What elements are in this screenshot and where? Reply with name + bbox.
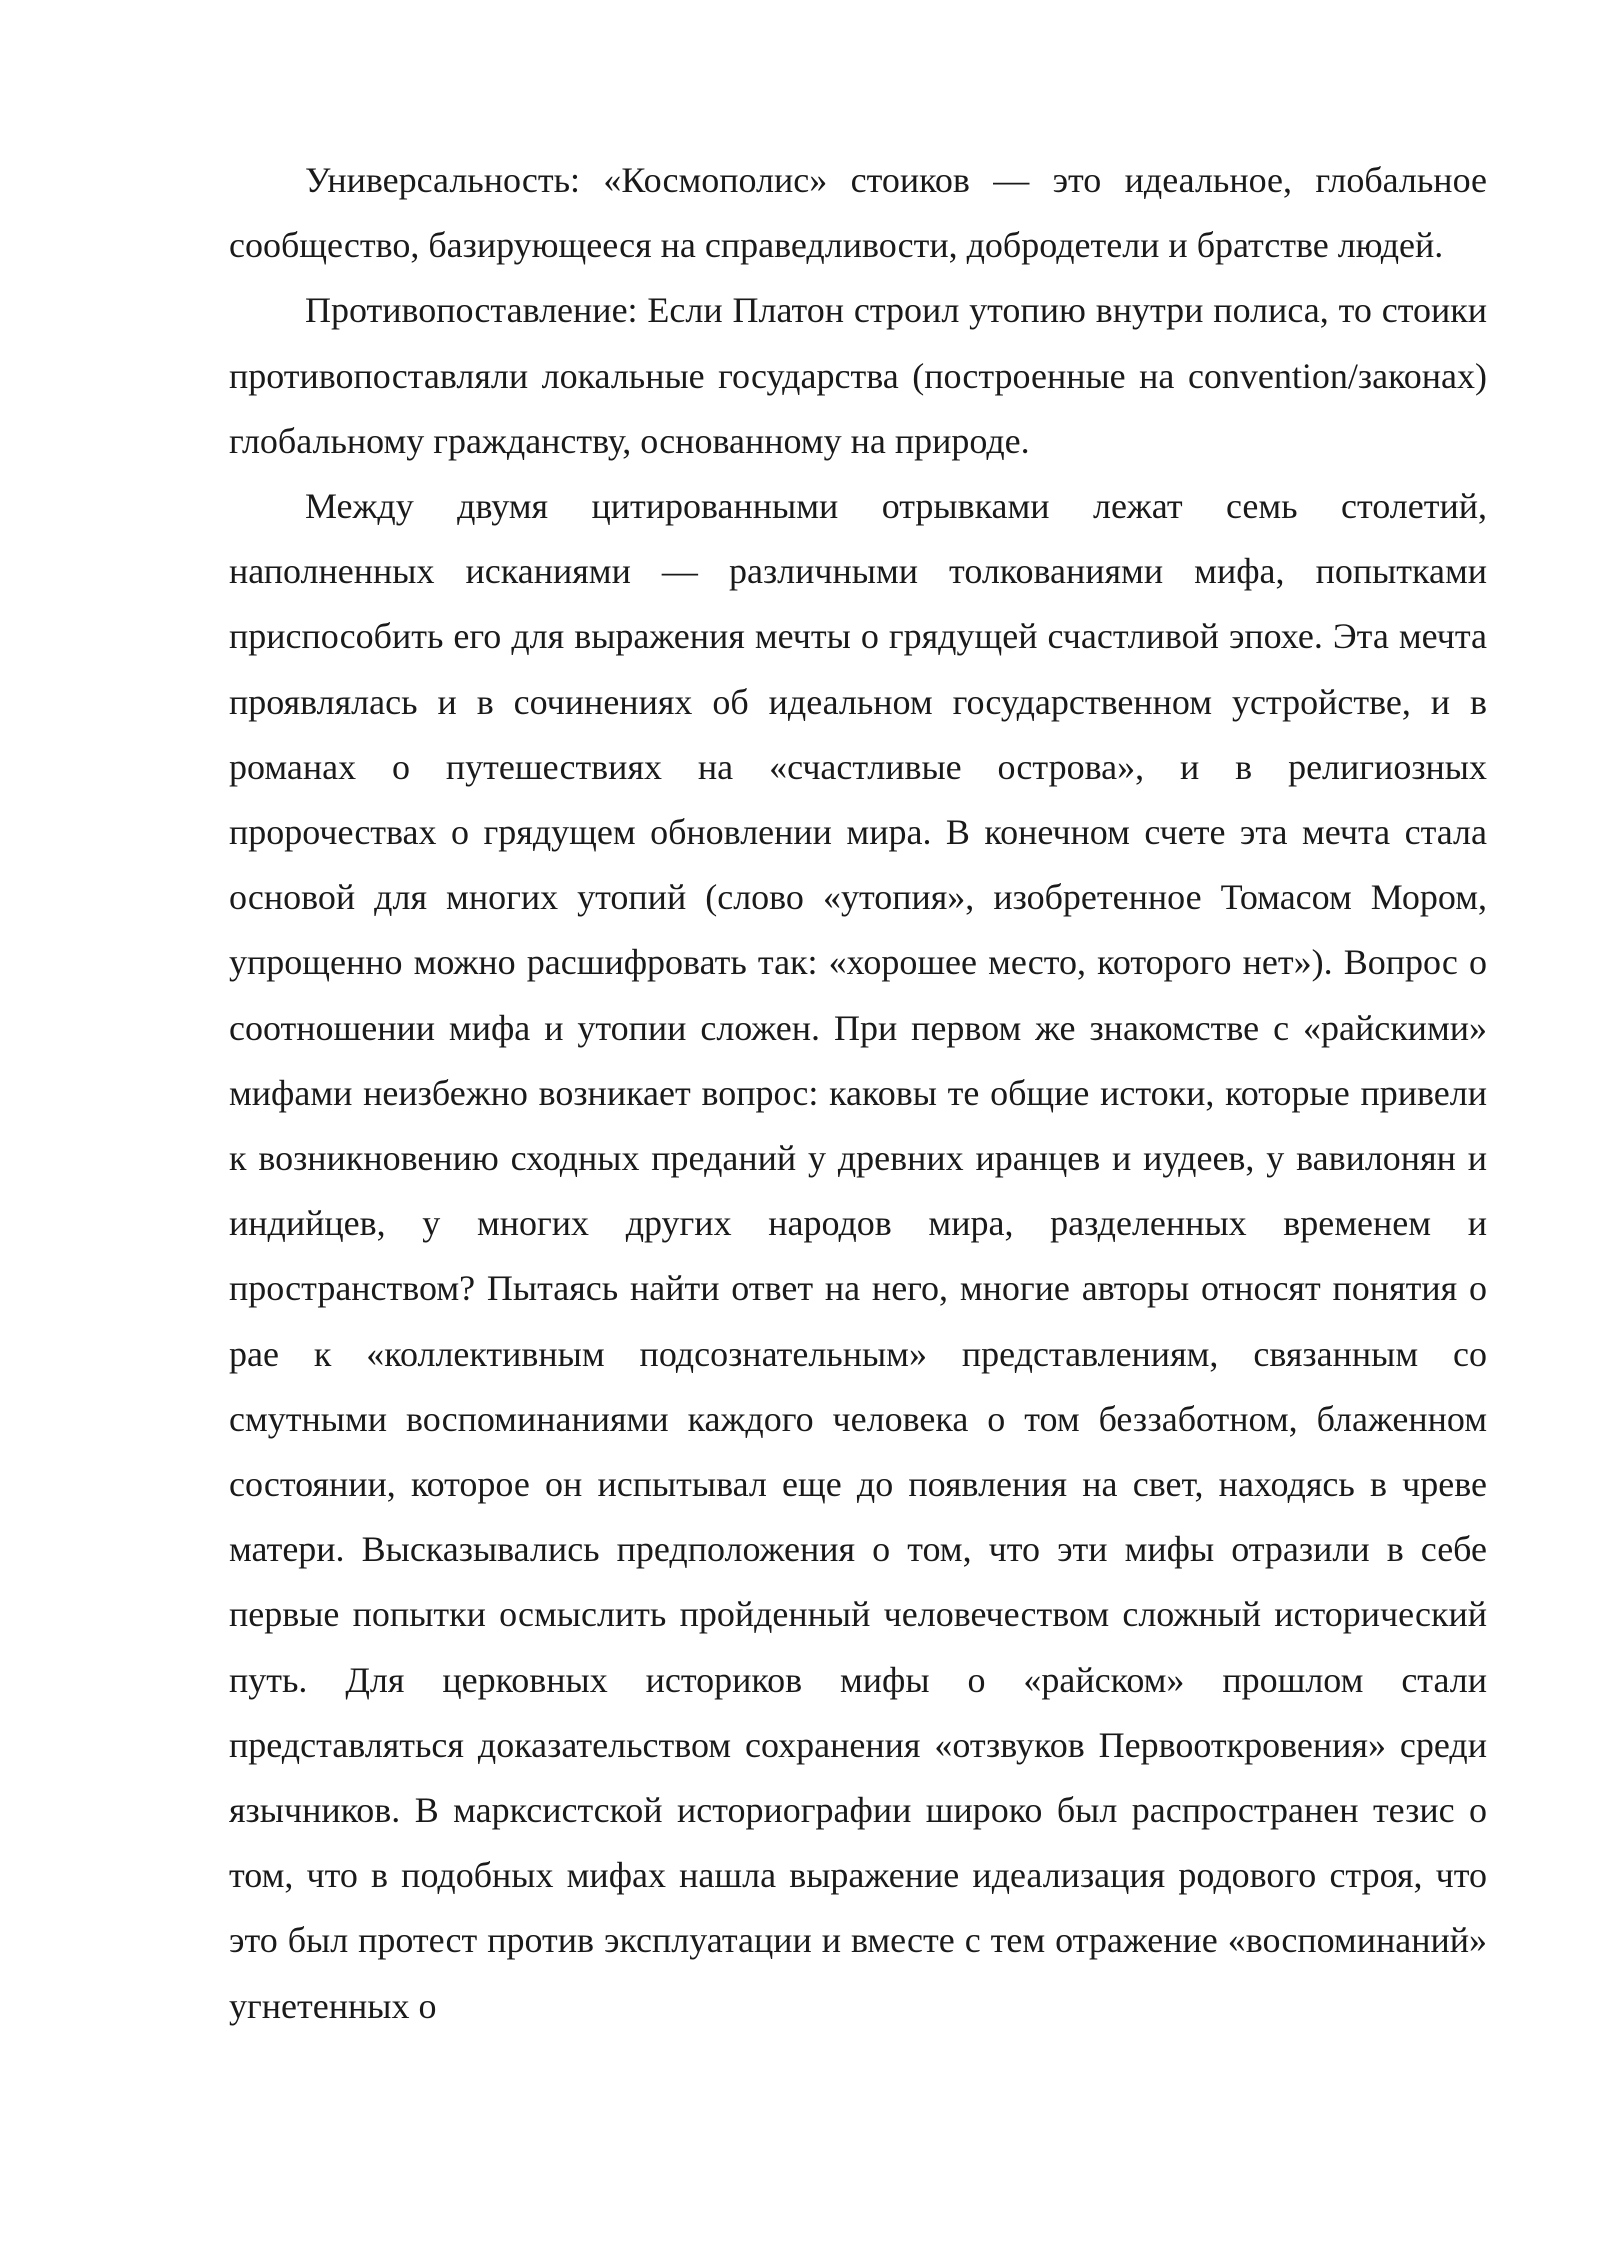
document-body [229, 148, 1487, 2039]
paragraph-opposition: Противопоставление: Если Платон строил утопию внутри полиса, то стоики противопоставляли локальные государства (построенные на convention/законах) глобальному гражданству, основанному на природе. [229, 290, 1487, 461]
paragraph-myth-utopia: Между двумя цитированными отрывками лежат семь столетий, наполненных исканиями — различными толкованиями мифа, попытками приспособить его для выражения мечты о грядущей счастливой эпохе. Эта мечта проявлялась и в сочинениях об идеальном государственном устройстве, и в романах о путешествиях на «счастливые острова», и в религиозных пророчествах о грядущем обновлении мира. В конечном счете эта мечта стала основой для многих утопий (слово «утопия», изобретенное Томасом Мором, упрощенно можно расшифровать так: «хорошее место, которого нет»). Вопрос о соотношении мифа и утопии сложен. При первом же знакомстве с «райскими» мифами неизбежно возникает вопрос: каковы те общие истоки, которые привели к возникновению сходных преданий у древних иранцев и иудеев, у вавилонян и индийцев, у многих других народов мира, разделенных временем и пространством? Пытаясь найти ответ на него, многие авторы относят понятия о рае к «коллективным подсознательным» представлениям, связанным со смутными воспоминаниями каждого человека о том беззаботном, блаженном состоянии, которое он испытывал еще до появления на свет, находясь в чреве матери. Высказывались предположения о том, что эти мифы отразили в себе первые попытки осмыслить пройденный человечеством сложный исторический путь. Для церковных историков мифы о «райском» прошлом стали представляться доказательством сохранения «отзвуков Первооткровения» среди язычников. В марксистской историографии широко был распространен тезис о том, что в подобных мифах нашла выражение идеализация родового строя, что это был протест против эксплуатации и вместе с тем отражение «воспоминаний» угнетенных о [229, 486, 1487, 2026]
paragraph-universality: Универсальность: «Космополис» стоиков — это идеальное, глобальное сообщество, базирующееся на справедливости, добродетели и братстве людей. [229, 160, 1487, 266]
